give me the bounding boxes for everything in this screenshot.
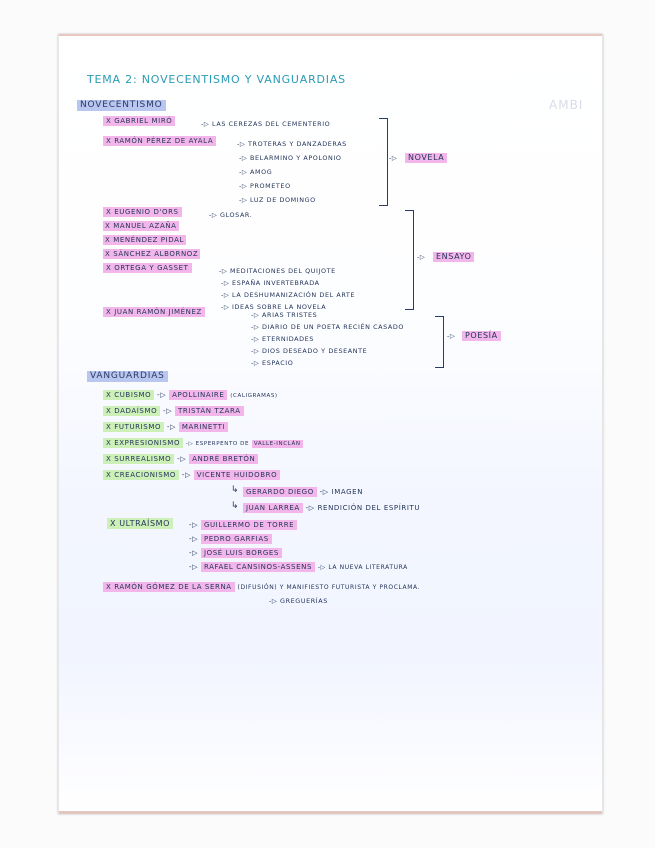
work-nueva-literatura: -▷ LA NUEVA LITERATURA <box>317 564 408 571</box>
brace-poesia <box>435 316 444 368</box>
author-ortega-y-gasset: X ORTEGA Y GASSET <box>103 263 192 273</box>
author-guillermo-de-torre: GUILLERMO DE TORRE <box>201 520 297 530</box>
work-luz-de-domingo: -▷ LUZ DE DOMINGO <box>239 196 316 204</box>
arrow-ensayo: -▷ <box>417 253 426 261</box>
arrow-poesia: -▷ <box>447 332 456 340</box>
work-imagen: -▷ IMAGEN <box>319 488 364 496</box>
work-dios-deseado: -▷ DIOS DESEADO Y DESEANTE <box>251 347 368 355</box>
work-glosar: -▷ GLOSAR. <box>209 211 253 219</box>
note-difusion: (DIFUSIÓN) Y MANIFIESTO FUTURISTA Y PROCLAMA. <box>237 584 421 591</box>
author-sanchez-albornoz: X SÁNCHEZ ALBORNOZ <box>105 250 199 258</box>
work-deshumanizacion: -▷ LA DESHUMANIZACIÓN DEL ARTE <box>221 291 356 299</box>
work-cerezas: -▷ LAS CEREZAS DEL CEMENTERIO <box>201 120 331 128</box>
work-arias-tristes: -▷ ARIAS TRISTES <box>251 311 318 319</box>
work-belarmino: -▷ BELARMINO Y APOLONIO <box>239 154 342 162</box>
arrow-surrealismo: -▷ <box>177 455 187 463</box>
author-gabriel-miro: X GABRIEL MIRÓ <box>103 116 175 126</box>
arrow-novela: -▷ <box>389 154 398 162</box>
work-meditaciones: -▷ MEDITACIONES DEL QUIJOTE <box>219 267 336 275</box>
author-rafael-cansinos: RAFAEL CANSINOS-ASSENS <box>201 562 315 572</box>
category-novela: NOVELA <box>405 153 447 163</box>
branch-larrea: ↳ <box>231 501 240 511</box>
movement-expresionismo: X EXPRESIONISMO <box>103 438 183 448</box>
author-tristan-tzara: TRISTÁN TZARA <box>175 406 244 416</box>
movement-dadaismo: X DADAÍSMO <box>103 406 160 416</box>
author-menendez-pidal: X MENÉNDEZ PIDAL <box>105 236 185 244</box>
author-perez-de-ayala: X RAMÓN PÉREZ DE AYALA <box>103 136 216 146</box>
category-poesia: POESÍA <box>462 331 501 341</box>
movement-creacionismo: X CREACIONISMO <box>103 470 179 480</box>
branch-diego: ↳ <box>231 485 240 495</box>
brace-ensayo <box>405 210 414 310</box>
author-gerardo-diego: GERARDO DIEGO <box>243 487 317 497</box>
author-jose-luis-borges: JOSÉ LUIS BORGES <box>201 548 282 558</box>
work-espacio: -▷ ESPACIO <box>251 359 294 367</box>
work-eternidades: -▷ ETERNIDADES <box>251 335 314 343</box>
author-juan-ramon-jimenez: X JUAN RAMÓN JIMÉNEZ <box>103 307 205 317</box>
author-gomez-de-la-serna: X RAMÓN GÓMEZ DE LA SERNA <box>103 582 235 592</box>
movement-ultraismo: X ULTRAÍSMO <box>107 518 173 529</box>
page-title: TEMA 2: NOVECENTISMO Y VANGUARDIAS <box>87 73 346 86</box>
work-prometeo: -▷ PROMETEO <box>239 182 291 190</box>
work-greguerias: -▷ GREGUERÍAS <box>269 597 328 605</box>
arrow-creacionismo: -▷ <box>181 471 191 479</box>
author-valle-inclan: VALLE-INCLÁN <box>253 441 301 447</box>
work-troteras: -▷ TROTERAS Y DANZADERAS <box>237 140 347 148</box>
esperpento-text: -▷ ESPERPENTO DE <box>185 441 250 447</box>
author-apollinaire: APOLLINAIRE <box>169 390 227 400</box>
work-rendicion: -▷ RENDICIÓN DEL ESPÍRITU <box>305 504 421 512</box>
movement-surrealismo: X SURREALISMO <box>103 454 174 464</box>
brace-novela <box>379 118 388 206</box>
section-heading-novecentismo: NOVECENTISMO <box>77 100 166 111</box>
author-marinetti: MARINETTI <box>179 422 228 432</box>
work-amog: -▷ AMOG <box>239 168 273 176</box>
author-juan-larrea: JUAN LARREA <box>243 503 303 513</box>
work-diario-poeta: -▷ DIARIO DE UN POETA RECIÉN CASADO <box>251 323 405 331</box>
author-manuel-azana: X MANUEL AZAÑA <box>105 222 177 230</box>
movement-futurismo: X FUTURISMO <box>103 422 164 432</box>
author-andre-breton: ANDRÉ BRETÓN <box>189 454 258 464</box>
work-ideas-novela: -▷ IDEAS SOBRE LA NOVELA <box>221 303 327 311</box>
author-eugenio-dors: X EUGENIO D'ORS <box>103 207 182 217</box>
work-espana-invertebrada: -▷ ESPAÑA INVERTEBRADA <box>221 279 320 287</box>
arrow-cubismo: -▷ <box>157 391 167 399</box>
note-caligramas: (CALIGRAMAS) <box>230 393 278 399</box>
author-vicente-huidobro: VICENTE HUIDOBRO <box>194 470 280 480</box>
author-pedro-garfias: PEDRO GARFIAS <box>201 534 272 544</box>
notebook-page: AMBI TEMA 2: NOVECENTISMO Y VANGUARDIAS NOVECENTISMO X GABRIEL MIRÓ -▷ LAS CEREZAS DEL CEMENTERIO X RAMÓN PÉREZ DE AYALA -▷ TROTERAS Y DANZADERAS -▷ BELARMINO Y APOLONIO -▷ AMOG -▷ PROMETEO -▷ LUZ DE DOMINGO -▷ NOVELA X EUGENIO D'ORS -▷ GLOSAR. X MANUEL AZAÑA X MENÉNDEZ PIDAL X SÁNCHEZ ALBORNOZ X ORTEGA Y GASSET -▷ MEDITACIONES DEL QUIJOTE -▷ ESPAÑA INVERTEBRADA -▷ LA DESHUMANIZACIÓN DEL ARTE -▷ IDEAS SOBRE LA NOVELA -▷ ENSAYO X JUAN RAMÓN JIMÉNEZ -▷ ARIAS TRISTES -▷ DIARIO DE UN POETA RECIÉN CASADO -▷ ETERNIDADES -▷ DIOS DESEADO Y DESEANTE -▷ ESPACIO -▷ POESÍA VANGUARDIAS X CUBISMO -▷ APOLLINAIRE (CALIGRAMAS) X DADAÍSMO -▷ TRISTÁN TZARA X FUTURISMO -▷ MARINETTI X EXPRESIONISMO -▷ ESPERPENTO DE VALLE-INCLÁN X SURREALISMO -▷ ANDRÉ BRETÓN X CREACIONISMO -▷ VICENTE HUIDOBRO ↳ GERARDO DIEGO -▷ IMAGEN ↳ JUAN LARREA -▷ RENDICIÓN DEL ESPÍRITU X ULTRAÍSMO -▷ GUILLERMO DE TORRE -▷ PEDRO GARFIAS -▷ JOSÉ LUIS BORGES -▷ RAFAEL CANSINOS-ASSENS -▷ LA NUEVA LITERATURA X RAMÓN GÓMEZ DE LA SERNA (DIFUSIÓN) Y MANIFIESTO FUTURISTA Y PROCLAMA. -▷ GREGUERÍAS <box>58 34 603 814</box>
category-ensayo: ENSAYO <box>433 252 474 262</box>
arrow-dadaismo: -▷ <box>163 407 173 415</box>
section-heading-vanguardias: VANGUARDIAS <box>87 371 168 382</box>
arrow-futurismo: -▷ <box>166 423 177 431</box>
movement-cubismo: X CUBISMO <box>103 390 154 400</box>
ghost-text: AMBI <box>549 98 584 112</box>
